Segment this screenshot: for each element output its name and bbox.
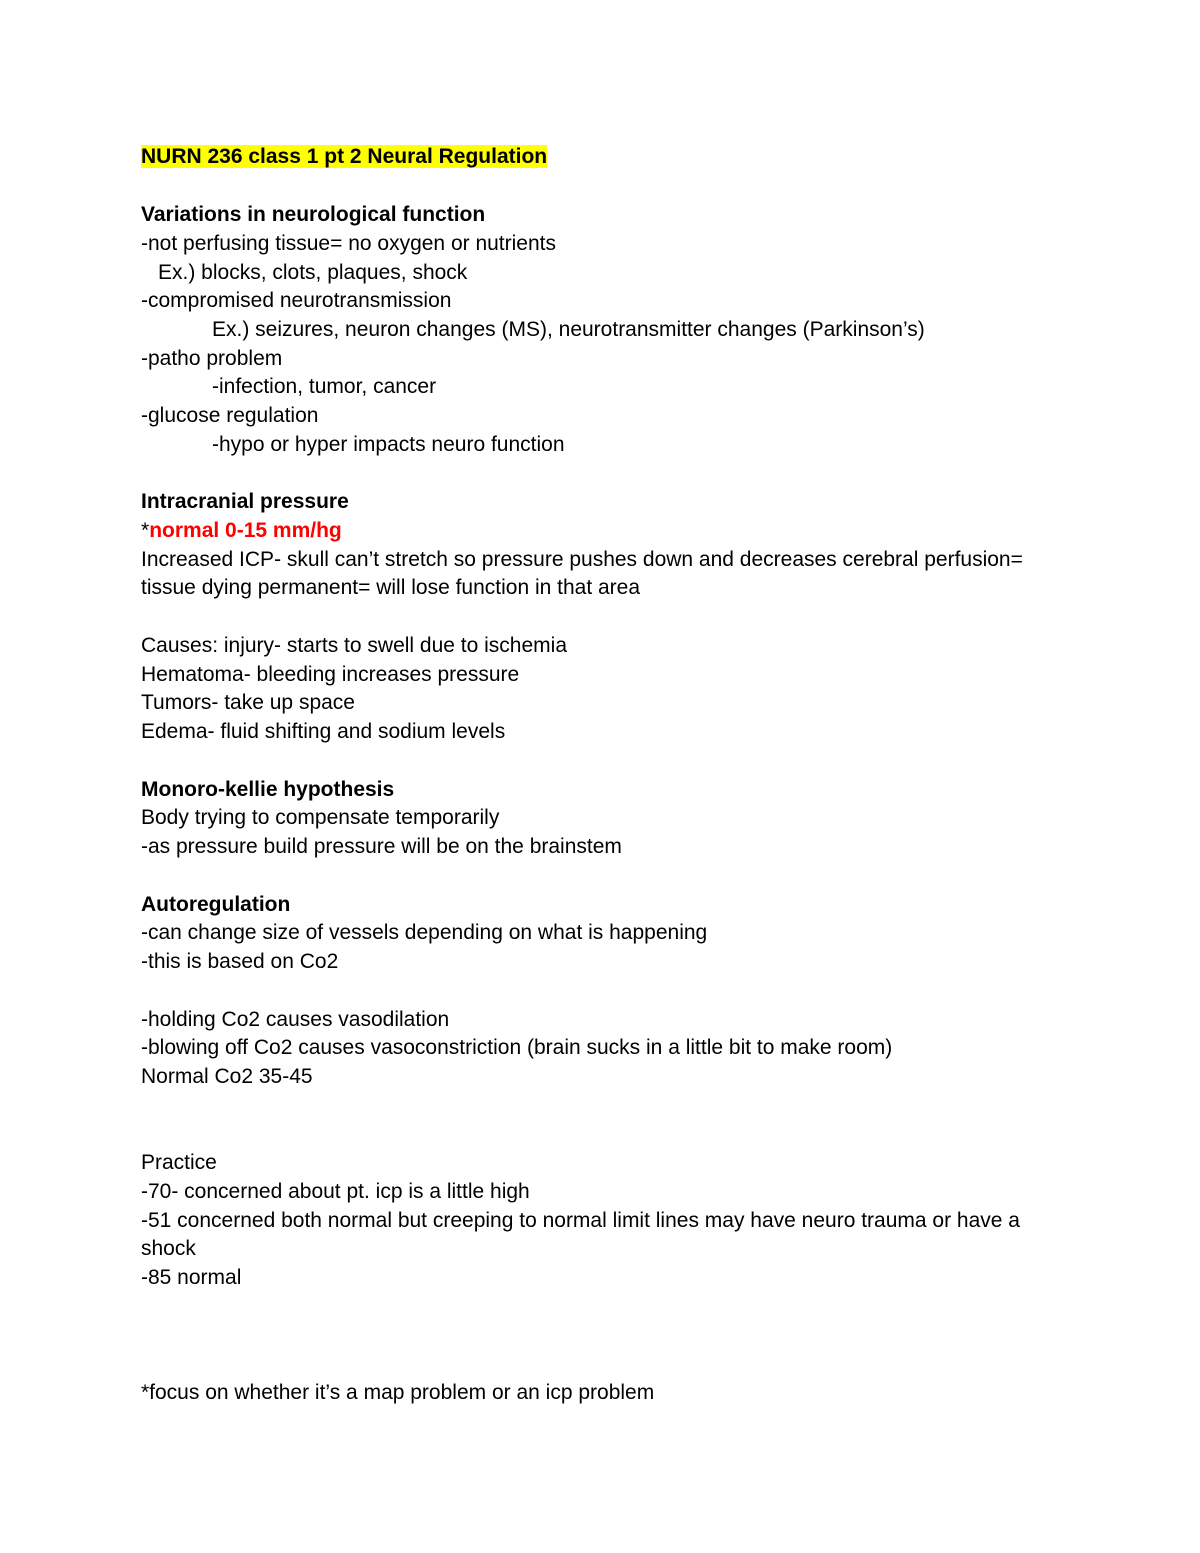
section-heading-practice: Practice xyxy=(141,1151,217,1174)
text-line: Body trying to compensate temporarily xyxy=(141,806,500,829)
text-line: -patho problem xyxy=(141,347,283,370)
icp-normal-line xyxy=(141,516,342,545)
footer-note: *focus on whether it’s a map problem or an icp problem xyxy=(141,1381,655,1404)
text-line: -not perfusing tissue= no oxygen or nutrients xyxy=(141,232,556,255)
text-line: -51 concerned both normal but creeping to normal limit lines may have neuro trauma or have a xyxy=(141,1209,1020,1232)
text-line: Tumors- take up space xyxy=(141,691,355,714)
section-heading-variations: Variations in neurological function xyxy=(141,203,486,226)
section-heading-autoregulation: Autoregulation xyxy=(141,893,291,916)
text-line: -hypo or hyper impacts neuro function xyxy=(212,433,565,456)
asterisk: * xyxy=(141,519,150,542)
text-line: Ex.) seizures, neuron changes (MS), neurotransmitter changes (Parkinson’s) xyxy=(212,318,925,341)
text-line: Edema- fluid shifting and sodium levels xyxy=(141,720,506,743)
document-title xyxy=(141,142,547,171)
text-line: Increased ICP- skull can’t stretch so pressure pushes down and decreases cerebral perfusion= xyxy=(141,548,1023,571)
text-line: -blowing off Co2 causes vasoconstriction (brain sucks in a little bit to make room) xyxy=(141,1036,893,1059)
text-line: tissue dying permanent= will lose function in that area xyxy=(141,576,641,599)
text-line: Causes: injury- starts to swell due to ischemia xyxy=(141,634,567,657)
text-line: shock xyxy=(141,1237,196,1260)
text-line: -70- concerned about pt. icp is a little high xyxy=(141,1180,530,1203)
icp-normal-range: normal 0-15 mm/hg xyxy=(149,519,342,542)
text-line: Ex.) blocks, clots, plaques, shock xyxy=(158,261,468,284)
text-line: Hematoma- bleeding increases pressure xyxy=(141,663,520,686)
text-line: -as pressure build pressure will be on the brainstem xyxy=(141,835,622,858)
title-highlight: NURN 236 class 1 pt 2 Neural Regulation xyxy=(141,145,548,168)
text-line: -85 normal xyxy=(141,1266,242,1289)
section-heading-icp: Intracranial pressure xyxy=(141,490,349,513)
text-line: Normal Co2 35-45 xyxy=(141,1065,313,1088)
text-line: -infection, tumor, cancer xyxy=(212,375,437,398)
text-line: -this is based on Co2 xyxy=(141,950,339,973)
text-line: -holding Co2 causes vasodilation xyxy=(141,1008,450,1031)
text-line: -glucose regulation xyxy=(141,404,319,427)
text-line: -can change size of vessels depending on what is happening xyxy=(141,921,708,944)
text-line: -compromised neurotransmission xyxy=(141,289,452,312)
section-heading-monro-kellie: Monoro-kellie hypothesis xyxy=(141,778,395,801)
